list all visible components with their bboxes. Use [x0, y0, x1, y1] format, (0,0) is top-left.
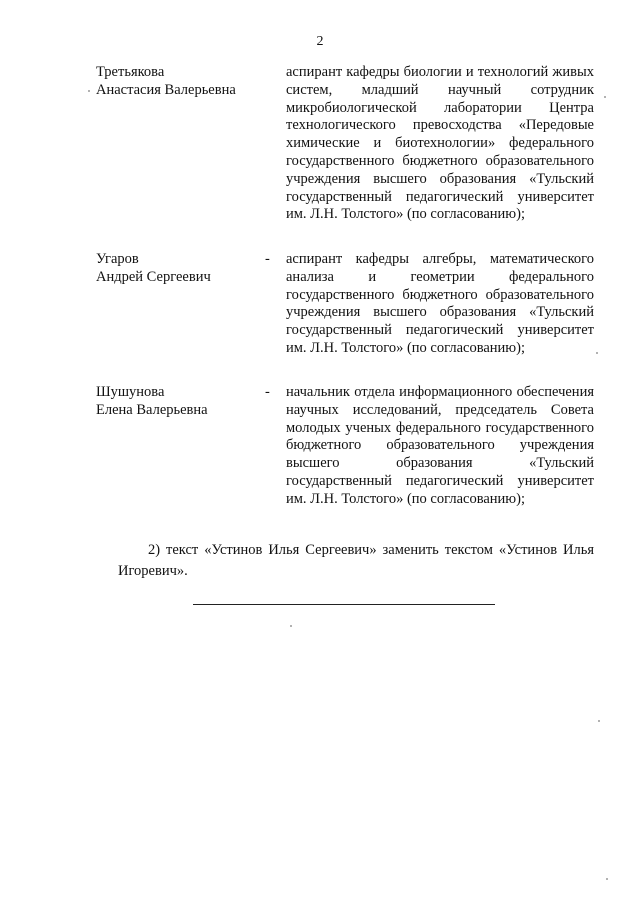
- scan-speck: [290, 625, 292, 627]
- amendment-paragraph: 2) текст «Устинов Илья Сергеевич» заменить текстом «Устинов Илья Игоревич».: [118, 542, 594, 579]
- person-position: аспирант кафедры биологии и технологий живых систем, младший научный сотрудник микробиологической лаборатории Центра технологического превосходства «Передовые химические и биотехнологии» федерального государственного бюджетного образовательного учреждения высшего образования «Тульский государственный педагогический университет им. Л.Н. Толстого» (по согласованию);: [286, 64, 594, 223]
- person-given-names: Анастасия Валерьевна: [96, 81, 236, 98]
- person-given-names: Елена Валерьевна: [96, 401, 208, 418]
- person-name: [96, 251, 266, 287]
- scan-speck: [604, 96, 606, 98]
- end-of-document-line: [193, 604, 495, 605]
- entry-dash: -: [265, 251, 270, 267]
- page-number: 2: [316, 34, 324, 49]
- scan-speck: [596, 352, 598, 354]
- person-name: [96, 384, 266, 420]
- entry-dash: -: [265, 384, 270, 400]
- person-surname: Угаров: [96, 251, 139, 267]
- person-given-names: Андрей Сергеевич: [96, 268, 211, 285]
- person-surname: Шушунова: [96, 384, 165, 400]
- person-name: [96, 64, 266, 100]
- person-position: аспирант кафедры алгебры, математического анализа и геометрии федерального государственного бюджетного образовательного учреждения высшего образования «Тульский государственный педагогический университет им. Л.Н. Толстого» (по согласованию);: [286, 251, 594, 356]
- person-position: начальник отдела информационного обеспечения научных исследований, председатель Совета молодых ученых федерального государственного бюджетного образовательного учреждения высшего образования «Тульский государственный педагогический университет им. Л.Н. Толстого» (по согласованию);: [286, 384, 594, 507]
- scan-speck: [606, 878, 608, 880]
- scan-speck: [598, 720, 600, 722]
- person-surname: Третьякова: [96, 64, 165, 80]
- scan-speck: [88, 90, 90, 92]
